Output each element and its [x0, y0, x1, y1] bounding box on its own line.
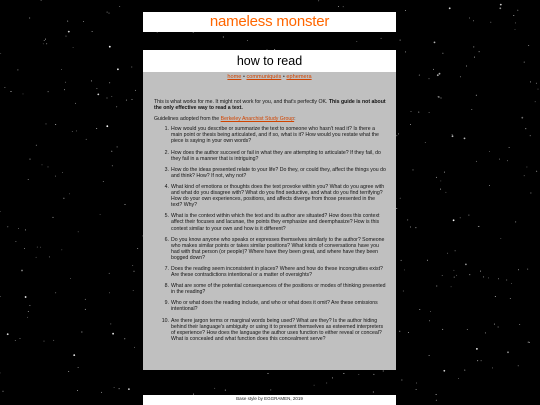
nav-link-ephemera[interactable]: ephemera [286, 74, 312, 80]
question-item [154, 283, 386, 295]
question-item [154, 300, 386, 312]
footer [143, 395, 396, 405]
site-title[interactable]: nameless monster [209, 13, 330, 30]
question-text: How do the ideas presented relate to your life? Do they, or could they, affect the things you do and think? How? If not, why not? [171, 166, 386, 179]
question-number: 6. [164, 236, 169, 243]
question-item [154, 213, 386, 231]
source-suffix: : [294, 116, 296, 123]
nav-separator: • [282, 74, 285, 80]
source-credit [154, 116, 386, 122]
page-title: how to read [236, 54, 303, 68]
question-text: How would you describe or summarize the text to someone who hasn't read it? Is there a main point or thesis being articulated, and if so, what is it? How would you restate what the piece is saying in your own words? [171, 126, 379, 145]
intro-paragraph [154, 99, 386, 111]
question-text: Does the reading seem inconsistent in places? Where and how do these incongruities exist? Are these contradictions intentional or a matter of oversights? [171, 265, 383, 279]
source-prefix: Guidelines adopted from the [154, 116, 221, 123]
nav-link-communiques[interactable]: communiqués [246, 74, 282, 80]
nav-links [143, 73, 396, 81]
question-item [154, 167, 386, 179]
source-link[interactable]: Berkeley Anarchist Study Group [220, 116, 295, 123]
question-item [154, 126, 386, 144]
question-number: 4. [164, 183, 169, 190]
question-list [154, 126, 386, 342]
footer-credit: Base style by EGGRAMEN, 2019 [236, 396, 303, 401]
site-header [143, 12, 396, 32]
question-text: How does the author succeed or fail in what they are attempting to articulate? If they fail, do they fail in a manner that is intriguing? [171, 149, 381, 162]
nav-link-home[interactable]: home [227, 74, 242, 80]
question-item [154, 237, 386, 261]
intro-bold-text: This guide is not about the only effective way to read a text. [154, 99, 386, 112]
question-number: 5. [164, 213, 169, 220]
question-text: What kind of emotions or thoughts does the text provoke within you? What do you agree with and what do you disagree with? What do you find seductive, and what do you find terrifying? How do your own experiences, positions, and affects diverge from those presented in the text? Why? [171, 183, 385, 209]
question-number: 9. [164, 300, 169, 307]
nav-separator: • [242, 74, 245, 80]
question-number: 8. [164, 283, 169, 290]
question-text: Who or what does the reading include, and who or what does it omit? Are these omissions intentional? [171, 300, 378, 313]
question-number: 1. [164, 126, 169, 133]
question-item [154, 150, 386, 162]
question-text: What is the context within which the text and its author are situated? How does this context affect their focuses and lacunae, the points they emphasize and deemphasize? How is this context similar to your own and how is it different? [171, 213, 380, 232]
question-number: 10. [161, 317, 169, 324]
question-number: 2. [164, 149, 169, 156]
page-title-bar [143, 50, 396, 72]
question-text: What are some of the potential consequences of the positions or modes of thinking presented in the reading? [171, 283, 386, 296]
question-number: 7. [164, 265, 169, 272]
question-text: Are there jargon terms or marginal words being used? What are they? Is the author hiding behind their language's ambiguity or using it to present themselves as esteemed interpreters of experience? How does the language the author uses function to either reveal or conceal? What is concealed and what function does this concealment serve? [171, 317, 384, 342]
question-text: Do you know anyone who speaks or expresses themselves similarly to the author? Someone who makes similar points or takes similar positions? What kinds of conversations have you had with that person (or people)? Where have they been great, and where have they been bogged down? [171, 236, 385, 261]
intro-text: This is what works for me. It might not work for you, and that's perfectly OK. [154, 99, 329, 105]
question-item [154, 318, 386, 342]
content-panel [143, 50, 396, 370]
question-item [154, 184, 386, 208]
question-number: 3. [164, 166, 169, 173]
question-item [154, 266, 386, 278]
